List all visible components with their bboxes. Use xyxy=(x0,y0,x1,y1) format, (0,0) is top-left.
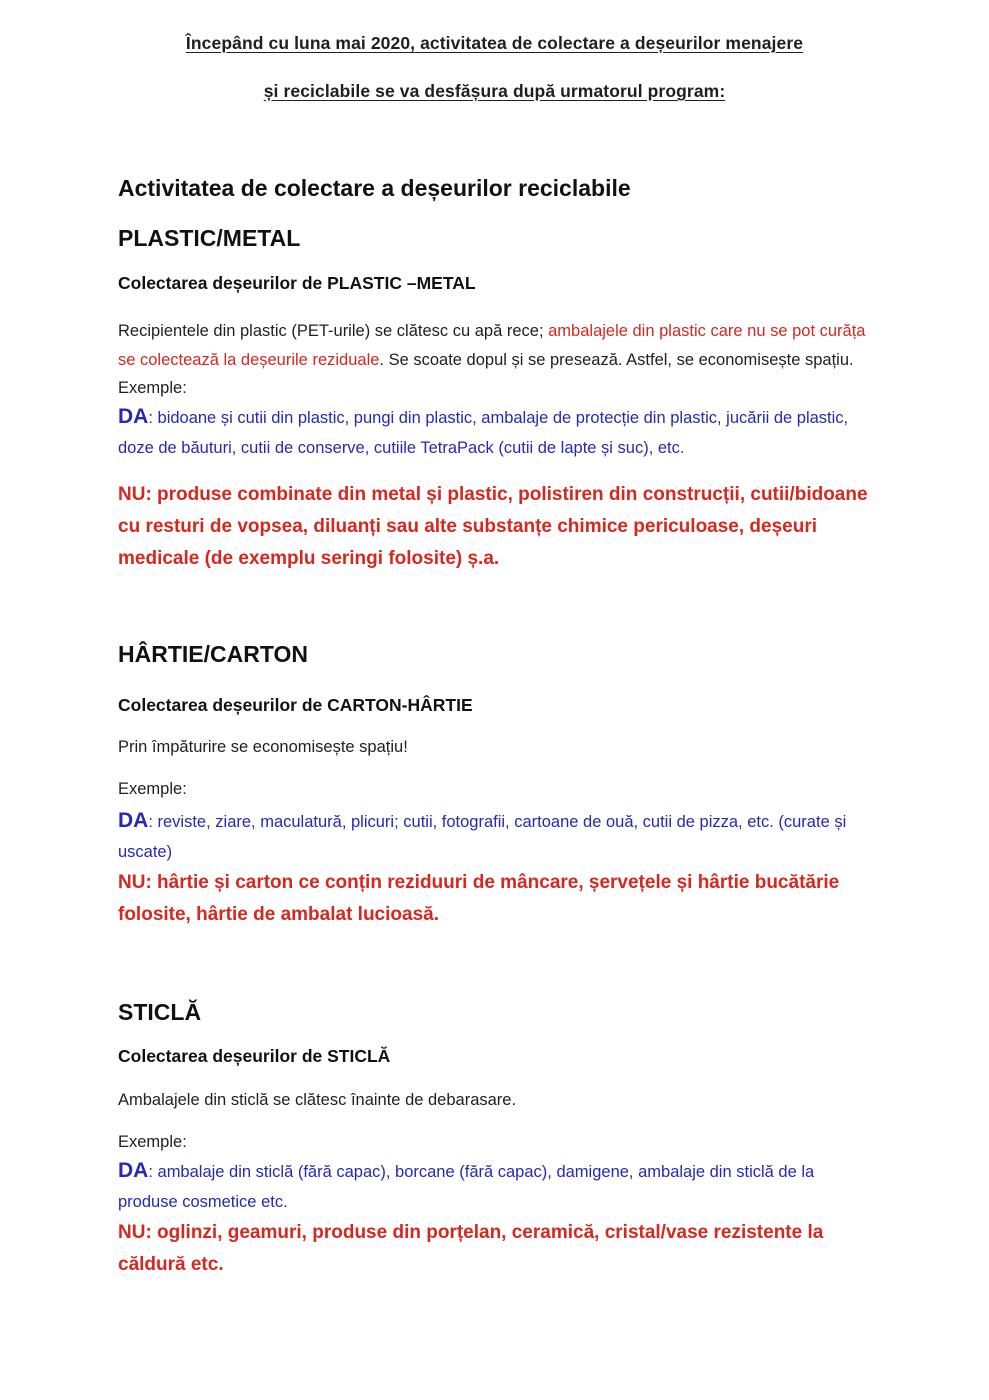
section-hartie-carton xyxy=(118,639,870,931)
nu-list-sticla: NU: oglinzi, geamuri, produse din porțelan, ceramică, cristal/vase rezistente la căldură etc. xyxy=(118,1222,824,1275)
intro-paragraph-plastic-metal xyxy=(118,317,870,375)
document-title xyxy=(0,0,989,103)
intro-run-black-1: Recipientele din plastic (PET-urile) se clătesc cu apă rece; xyxy=(118,322,549,340)
section-sticla xyxy=(118,997,870,1281)
da-text-plastic-metal: : bidoane și cutii din plastic, pungi din plastic, ambalaje de protecție din plastic, jucării de plastic, doze de băuturi, cutii de conserve, cutiile TetraPack (cutii de lapte și suc), etc. xyxy=(118,409,849,457)
section-subheading-plastic-metal: Colectarea deșeurilor de PLASTIC –METAL xyxy=(118,273,476,293)
section-subheading-sticla: Colectarea deșeurilor de STICLĂ xyxy=(118,1046,391,1066)
intro-run-black-2: . Se scoate dopul și se presează. Astfel, se economisește spațiu. xyxy=(379,351,854,369)
intro-paragraph-hartie-carton: Prin împăturire se economisește spațiu! xyxy=(118,738,408,756)
da-text-sticla: : ambalaje din sticlă (fără capac), borcane (fără capac), damigene, ambalaje din sticlă de la produse cosmetice etc. xyxy=(118,1163,815,1211)
nu-list-plastic-metal: NU: produse combinate din metal și plastic, polistiren din construcții, cutii/bidoane cu resturi de vopsea, diluanți sau alte substanțe chimice periculoase, deșeuri medicale (de exemplu seringi folosite) ș.a. xyxy=(118,484,868,569)
nu-list-hartie-carton: NU: hârtie și carton ce conțin reziduuri de mâncare, șervețele și hârtie bucătărie folosite, hârtie de ambalat lucioasă. xyxy=(118,872,840,925)
examples-label-sticla: Exemple: xyxy=(118,1133,187,1151)
da-label-sticla: DA xyxy=(118,1159,149,1182)
document-body xyxy=(118,173,870,1281)
section-subheading-hartie-carton: Colectarea deșeurilor de CARTON-HÂRTIE xyxy=(118,695,473,715)
examples-label-plastic-metal: Exemple: xyxy=(118,379,187,397)
title-line-1: Începând cu luna mai 2020, activitatea de colectare a deșeurilor menajere xyxy=(185,33,804,53)
intro-run-red: ambalajele din plastic care nu se pot curăța se colectează la deșeurile reziduale xyxy=(118,322,866,369)
section-heading-plastic-metal: PLASTIC/METAL xyxy=(118,225,301,251)
section-plastic-metal xyxy=(118,223,870,575)
da-list-hartie-carton xyxy=(118,806,870,867)
section-heading-hartie-carton: HÂRTIE/CARTON xyxy=(118,641,308,667)
title-line-2: și reciclabile se va desfășura după urmatorul program: xyxy=(263,81,726,101)
intro-paragraph-sticla: Ambalajele din sticlă se clătesc înainte de debarasare. xyxy=(118,1091,517,1109)
examples-label-hartie-carton: Exemple: xyxy=(118,780,187,798)
da-list-plastic-metal xyxy=(118,402,870,463)
da-text-hartie-carton: : reviste, ziare, maculatură, plicuri; cutii, fotografii, cartoane de ouă, cutii de pizza, etc. (curate și uscate) xyxy=(118,813,847,861)
section-heading-sticla: STICLĂ xyxy=(118,999,202,1025)
da-label-plastic-metal: DA xyxy=(118,405,149,428)
da-label-hartie-carton: DA xyxy=(118,809,149,832)
main-heading: Activitatea de colectare a deșeurilor reciclabile xyxy=(118,175,631,201)
da-list-sticla xyxy=(118,1156,870,1217)
